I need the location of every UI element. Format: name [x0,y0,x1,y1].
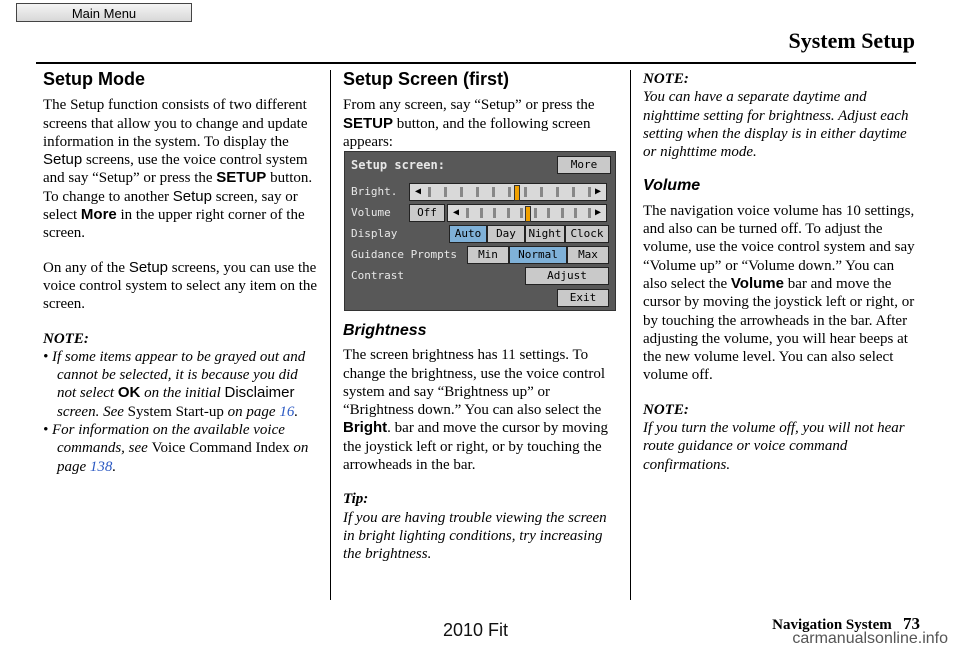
slider-tick [588,187,591,197]
header-rule [36,62,916,64]
guidance-min-button[interactable]: Min [467,246,509,264]
left-arrow-icon[interactable]: ◀ [414,186,422,197]
slider-tick [444,187,447,197]
subheading-volume: Volume [643,177,701,195]
slider-tick [476,187,479,197]
section-heading-setup-mode: Setup Mode [43,69,145,89]
setup-screen-image [344,151,616,311]
contrast-adjust-button[interactable]: Adjust [525,267,609,285]
volume-label: Volume [351,206,391,219]
right-arrow-icon[interactable]: ▶ [594,186,602,197]
slider-tick [574,208,577,218]
note-volume-off: If you turn the volume off, you will not hear route guidance or voice command confirmations. [643,420,905,473]
section-heading-setup-screen: Setup Screen (first) [343,69,510,89]
slider-cursor[interactable] [525,206,531,222]
tip-label: Tip: [343,491,369,508]
slider-tick [428,187,431,197]
slider-tick [547,208,550,218]
display-auto-button[interactable]: Auto [449,225,487,243]
slider-tick [540,187,543,197]
paragraph-setup-intro: The Setup function consists of two different screens that allow you to change and update information in the system. To display the Setup screens, use the voice control system and say “Setup” or press the SETUP button. To change to another Setup screen, say or select More in the upper right corner of the screen. [43,97,313,242]
note-brightness-daynight: You can have a separate daytime and nighttime setting for brightness. Adjust each setting when the display is in either daytime or nighttime mode. [643,89,909,161]
contrast-label: Contrast [351,269,404,282]
subheading-brightness: Brightness [343,322,427,339]
paragraph-brightness: The screen brightness has 11 settings. To change the brightness, use the voice control system and say “Brightness up” or “Brightness down.” You can also select the Bright. bar and move the cursor by moving the joystick left or right, or by touching the arrowheads in the bar. [343,347,608,474]
slider-tick [466,208,469,218]
note-label-2: NOTE: [643,401,689,418]
slider-tick [480,208,483,218]
note-label: NOTE: [643,71,689,87]
paragraph-volume: The navigation voice volume has 10 settings, and also can be turned off. To adjust the volume, use the voice control system and say “Volume up” or “Volume down.” You can also select the Volume bar and move the cursor by moving the joystick left or right, or by touching the arrowheads in the bar. After adjusting the volume, you will hear beeps at the new volume level. You can also select volume off. [643,202,915,384]
paragraph-setup-screen-intro: From any screen, say “Setup” or press the SETUP button, and the following screen appears: [343,97,595,150]
guidance-max-button[interactable]: Max [567,246,609,264]
right-arrow-icon[interactable]: ▶ [594,207,602,218]
display-label: Display [351,227,398,240]
display-day-button[interactable]: Day [487,225,525,243]
guidance-prompts-label: Guidance Prompts [351,248,457,261]
note-item-grayed-out: • If some items appear to be grayed out and cannot be selected, it is because you did not select OK on the initial Disclaimer screen. See System Start-up on page 16. [43,348,306,420]
slider-tick [556,187,559,197]
footer-nav-label: Navigation System 73 [772,614,920,633]
tip-text: If you are having trouble viewing the screen in bright lighting conditions, try increasing the brightness. [343,509,607,563]
brightness-bar[interactable] [409,183,607,201]
page-title: System Setup [788,28,915,53]
slider-tick [493,208,496,218]
page-link-16[interactable]: 16 [279,403,295,420]
column-1 [43,70,319,476]
note-list [43,348,319,476]
slider-tick [588,208,591,218]
display-clock-button[interactable]: Clock [565,225,609,243]
slider-tick [508,187,511,197]
volume-off-button[interactable]: Off [409,204,445,222]
slider-tick [524,187,527,197]
more-button[interactable]: More [557,156,611,174]
screen-title: Setup screen: [351,158,445,172]
column-3 [643,70,919,474]
main-menu-button[interactable]: Main Menu [16,3,192,22]
slider-tick [561,208,564,218]
slider-tick [507,208,510,218]
display-night-button[interactable]: Night [525,225,565,243]
page-number: 73 [903,614,920,633]
watermark: carmanualsonline.info [792,630,948,647]
guidance-normal-button[interactable]: Normal [509,246,567,264]
slider-tick [572,187,575,197]
column-2-lower [343,322,619,564]
left-arrow-icon[interactable]: ◀ [452,207,460,218]
slider-cursor[interactable] [514,185,520,201]
note-item-voice-commands: • For information on the available voice commands, see Voice Command Index on page 138. [43,422,309,475]
slider-tick [492,187,495,197]
page-link-138[interactable]: 138 [89,458,113,475]
footer-model: 2010 Fit [443,620,509,640]
exit-button[interactable]: Exit [557,289,609,307]
slider-tick [460,187,463,197]
paragraph-voice-select: On any of the Setup screens, you can use the voice control system to select any item on the screen. [43,258,318,313]
volume-bar[interactable] [447,204,607,222]
slider-tick [534,208,537,218]
column-divider-2 [630,70,631,600]
column-divider-1 [330,70,331,600]
bright-label: Bright. [351,185,398,198]
note-label: NOTE: [43,330,89,347]
slider-tick [520,208,523,218]
